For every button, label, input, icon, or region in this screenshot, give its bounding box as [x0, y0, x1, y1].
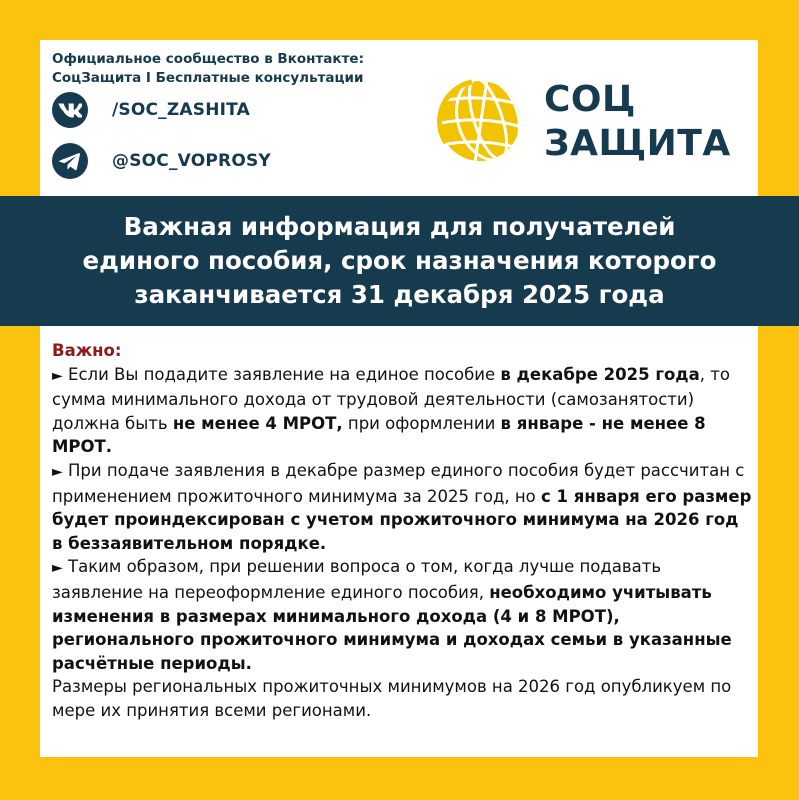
brand-name: [544, 78, 731, 166]
banner-title-line-3: заканчивается 31 декабря 2025 года: [134, 280, 665, 309]
article-body: [52, 339, 752, 723]
vk-link[interactable]: [52, 92, 250, 128]
community-line-1: Официальное сообщество в Вконтакте:: [52, 51, 364, 67]
brand-line-2: ЗАЩИТА: [544, 123, 731, 164]
paragraph-2-text-1: При подаче заявления в декабре размер единого пособия будет рассчитан с применением прожиточного минимума за 2025 год, но: [52, 460, 745, 506]
paragraph-3-bold-1: необходимо учитывать изменения в размерах минимального дохода (4 и 8 МРОТ), регионального прожиточного минимума и доходах семьи в указанные расчётные периоды.: [52, 582, 732, 673]
title-banner: [0, 196, 799, 326]
paragraph-2-bold-1: с 1 января его размер будет проиндексирован с учетом прожиточного минимума на 2026 год в беззаявительном порядке.: [52, 486, 752, 553]
paragraph-4: Размеры региональных прожиточных минимумов на 2026 год опубликуем по мере их принятия всеми регионами.: [52, 677, 732, 720]
bullet-arrow-icon: ►: [52, 367, 63, 384]
globe-logo-icon: [432, 73, 528, 169]
vk-icon: [52, 92, 88, 128]
important-label: Важно:: [52, 341, 122, 360]
paragraph-3: [52, 555, 752, 675]
banner-title-line-2: единого пособия, срок назначения которого: [82, 246, 717, 275]
paragraph-1-text-3: при оформлении: [342, 413, 501, 433]
header: [40, 40, 758, 200]
banner-title-line-1: Важная информация для получателей: [123, 212, 676, 241]
brand-line-1: СОЦ: [544, 79, 636, 120]
community-line-2: СоцЗащита I Бесплатные консультации: [52, 70, 364, 86]
paragraph-3-text-1: Таким образом, при решении вопроса о том, когда лучше подавать заявление на переоформление единого пособия,: [52, 557, 662, 602]
paragraph-1: [52, 363, 752, 459]
paragraph-2: [52, 459, 752, 555]
bullet-arrow-icon: ►: [52, 463, 63, 480]
vk-handle: /SOC_ZASHITA: [112, 100, 250, 120]
telegram-handle: @SOC_VOPROSY: [112, 151, 271, 171]
telegram-icon: [52, 143, 88, 179]
banner-title: [0, 210, 799, 312]
paragraph-1-bold-2: не менее 4 МРОТ,: [172, 413, 343, 433]
telegram-link[interactable]: [52, 143, 271, 179]
paragraph-1-bold-3: в январе - не менее 8 МРОТ.: [52, 413, 706, 457]
community-info: [52, 50, 364, 88]
paragraph-1-text-1: Если Вы подадите заявление на единое пособие: [62, 364, 501, 384]
bullet-arrow-icon: ►: [52, 560, 63, 577]
paragraph-1-text-2: , то сумма минимального дохода от трудовой деятельности (самозанятости) должна быть: [52, 364, 730, 433]
paragraph-1-bold-1: в декабре 2025 года: [500, 364, 700, 384]
